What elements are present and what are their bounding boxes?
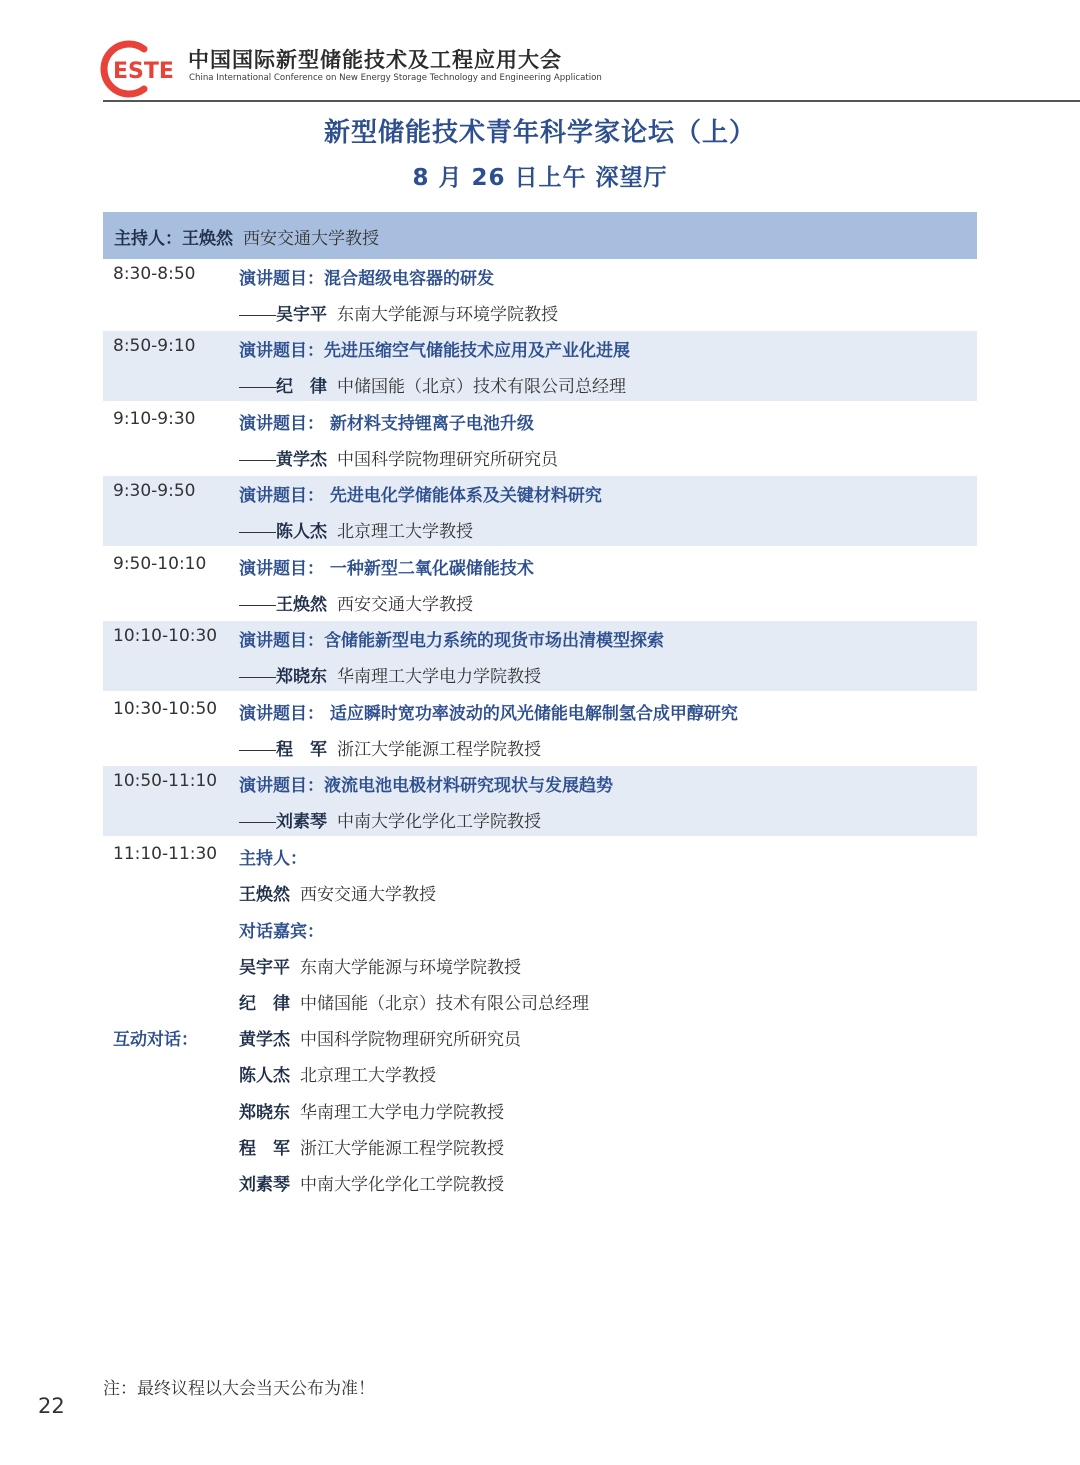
guest-affiliation: 中国科学院物理研究所研究员 <box>300 1030 521 1050</box>
guest-item <box>239 953 521 978</box>
session-row <box>103 766 977 836</box>
session-time: 8:50-9:10 <box>113 336 196 356</box>
speaker-name: 吴宇平 <box>276 305 327 325</box>
session-speaker <box>239 300 558 325</box>
dialogue-guests-label: 对话嘉宾： <box>239 922 324 942</box>
guest-item <box>239 1098 504 1123</box>
session-speaker <box>239 372 626 397</box>
session-speaker <box>239 807 541 832</box>
session-row <box>103 476 977 546</box>
session-row <box>103 259 977 329</box>
session-topic: 演讲题目：混合超级电容器的研发 <box>239 269 494 289</box>
guest-item <box>239 1134 504 1159</box>
este-logo-icon <box>100 40 184 98</box>
page-number: 22 <box>38 1394 65 1418</box>
dialogue-host-name: 王焕然 <box>239 885 290 905</box>
session-time: 10:30-10:50 <box>113 699 218 719</box>
conference-title-cn: 中国国际新型储能技术及工程应用大会 <box>188 48 562 72</box>
dialogue-host-label: 主持人： <box>239 849 307 869</box>
speaker-name: 陈人杰 <box>276 522 327 542</box>
dash-divider <box>239 315 276 316</box>
dash-divider <box>239 677 276 678</box>
guest-affiliation: 东南大学能源与环境学院教授 <box>300 958 521 978</box>
session-row <box>103 621 977 691</box>
speaker-affiliation: 西安交通大学教授 <box>337 595 473 615</box>
speaker-affiliation: 中南大学化学化工学院教授 <box>337 812 541 832</box>
speaker-affiliation: 中储国能（北京）技术有限公司总经理 <box>337 377 626 397</box>
session-topic: 演讲题目： 新材料支持锂离子电池升级 <box>239 414 534 434</box>
session-time: 9:50-10:10 <box>113 554 207 574</box>
session-speaker <box>239 590 473 615</box>
dash-divider <box>239 460 276 461</box>
speaker-name: 刘素琴 <box>276 812 327 832</box>
forum-date-venue: 8 月 26 日上午 深望厅 <box>412 165 668 191</box>
dialogue-time: 11:10-11:30 <box>113 844 218 864</box>
guest-item <box>239 1025 521 1050</box>
guest-name: 黄学杰 <box>239 1030 290 1050</box>
host-label: 主持人：王焕然 <box>114 229 233 249</box>
session-row <box>103 549 977 619</box>
guest-affiliation: 北京理工大学教授 <box>300 1066 436 1086</box>
session-time: 10:10-10:30 <box>113 626 218 646</box>
session-topic: 演讲题目：含储能新型电力系统的现货市场出清模型探索 <box>239 631 664 651</box>
session-time: 10:50-11:10 <box>113 771 218 791</box>
speaker-affiliation: 浙江大学能源工程学院教授 <box>337 740 541 760</box>
guest-affiliation: 浙江大学能源工程学院教授 <box>300 1139 504 1159</box>
guest-name: 刘素琴 <box>239 1175 290 1195</box>
session-time: 8:30-8:50 <box>113 264 196 284</box>
speaker-name: 王焕然 <box>276 595 327 615</box>
guest-item <box>239 989 589 1014</box>
session-time: 9:10-9:30 <box>113 409 196 429</box>
conference-title-en: China International Conference on New Energy Storage Technology and Engineering Application <box>189 73 602 83</box>
speaker-affiliation: 中国科学院物理研究所研究员 <box>337 450 558 470</box>
speaker-name: 纪 律 <box>276 377 327 397</box>
guest-item <box>239 1170 504 1195</box>
conference-logo <box>100 40 602 98</box>
dialogue-section-label: 互动对话： <box>113 1030 198 1050</box>
session-topic: 演讲题目：液流电池电极材料研究现状与发展趋势 <box>239 776 613 796</box>
footer-note: 注：最终议程以大会当天公布为准！ <box>103 1379 375 1399</box>
speaker-affiliation: 东南大学能源与环境学院教授 <box>337 305 558 325</box>
session-topic: 演讲题目： 适应瞬时宽功率波动的风光储能电解制氢合成甲醇研究 <box>239 704 738 724</box>
dash-divider <box>239 532 276 533</box>
guest-name: 纪 律 <box>239 994 290 1014</box>
speaker-name: 郑晓东 <box>276 667 327 687</box>
session-speaker <box>239 517 473 542</box>
session-time: 9:30-9:50 <box>113 481 196 501</box>
dash-divider <box>239 750 276 751</box>
dialogue-host-affiliation: 西安交通大学教授 <box>300 885 436 905</box>
logo-mark-text: ESTE <box>113 59 174 84</box>
speaker-affiliation: 北京理工大学教授 <box>337 522 473 542</box>
host-bar <box>103 212 977 259</box>
guest-name: 程 军 <box>239 1139 290 1159</box>
session-row <box>103 694 977 764</box>
guest-affiliation: 中南大学化学化工学院教授 <box>300 1175 504 1195</box>
session-row <box>103 404 977 474</box>
dialogue-host <box>239 880 436 905</box>
guest-name: 陈人杰 <box>239 1066 290 1086</box>
session-topic: 演讲题目： 先进电化学储能体系及关键材料研究 <box>239 486 602 506</box>
guest-item <box>239 1061 436 1086</box>
session-speaker <box>239 662 541 687</box>
dash-divider <box>239 822 276 823</box>
speaker-name: 黄学杰 <box>276 450 327 470</box>
dash-divider <box>239 605 276 606</box>
speaker-name: 程 军 <box>276 740 327 760</box>
dash-divider <box>239 387 276 388</box>
forum-title: 新型储能技术青年科学家论坛（上） <box>323 118 756 148</box>
header-divider <box>103 100 1080 102</box>
speaker-affiliation: 华南理工大学电力学院教授 <box>337 667 541 687</box>
host-affiliation: 西安交通大学教授 <box>243 229 379 249</box>
guest-name: 郑晓东 <box>239 1103 290 1123</box>
session-topic: 演讲题目：先进压缩空气储能技术应用及产业化进展 <box>239 341 630 361</box>
session-row <box>103 331 977 401</box>
guest-name: 吴宇平 <box>239 958 290 978</box>
session-topic: 演讲题目： 一种新型二氧化碳储能技术 <box>239 559 534 579</box>
guest-affiliation: 华南理工大学电力学院教授 <box>300 1103 504 1123</box>
session-speaker <box>239 445 558 470</box>
guest-affiliation: 中储国能（北京）技术有限公司总经理 <box>300 994 589 1014</box>
session-speaker <box>239 735 541 760</box>
